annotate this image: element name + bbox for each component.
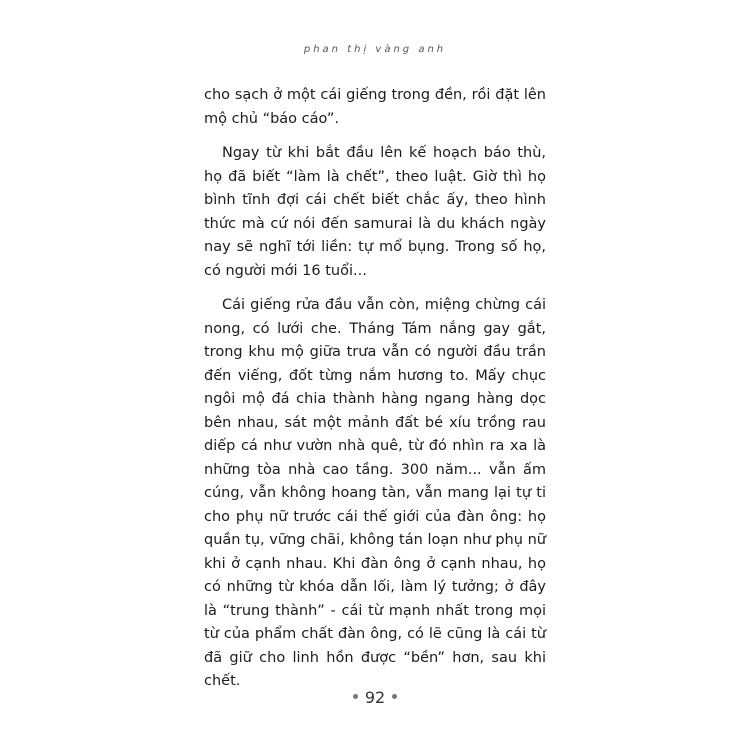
body-text xyxy=(204,84,546,705)
bullet-right-icon xyxy=(392,694,397,699)
paragraph-2: Ngay từ khi bắt đầu lên kế hoạch báo thù, họ đã biết “làm là chết”, theo luật. Giờ thì họ bình tĩnh đợi cái chết biết chắc ấy, theo hình thức mà cứ nói đến samurai là du khách ngày nay sẽ nghĩ tới liền: tự mổ bụng. Trong số họ, có người mới 16 tuổi... xyxy=(204,145,546,279)
bullet-left-icon xyxy=(353,694,358,699)
paragraph-1: cho sạch ở một cái giếng trong đền, rồi đặt lên mộ chủ “báo cáo”. xyxy=(204,87,546,127)
page-number: 92 xyxy=(364,688,386,707)
paragraph-3: Cái giếng rửa đầu vẫn còn, miệng chừng cái nong, có lưới che. Tháng Tám nắng gay gắt, trong khu mộ giữa trưa vẫn có người đầu trần đến viếng, đốt từng nắm hương to. Mấy chục ngôi mộ đá chia thành hàng ngang hàng dọc bên nhau, sát một mảnh đất bé xíu trồng rau diếp cá như vườn nhà quê, từ đó nhìn ra xa là những tòa nhà cao tầng. 300 năm... vẫn ấm cúng, vẫn không hoang tàn, vẫn mang lại tự ti cho phụ nữ trước cái thế giới của đàn ông: họ quần tụ, vững chãi, không tán loạn như phụ nữ khi ở cạnh nhau. Khi đàn ông ở cạnh nhau, họ có những từ khóa dẫn lối, làm lý tưởng; ở đây là “trung thành” - cái từ mạnh nhất trong mọi từ của phẩm chất đàn ông, có lẽ cũng là cái từ đã giữ cho linh hồn được “bền” hơn, sau khi chết. xyxy=(204,297,546,689)
page-footer xyxy=(0,688,750,707)
running-head: phan thị vàng anh xyxy=(303,44,447,55)
